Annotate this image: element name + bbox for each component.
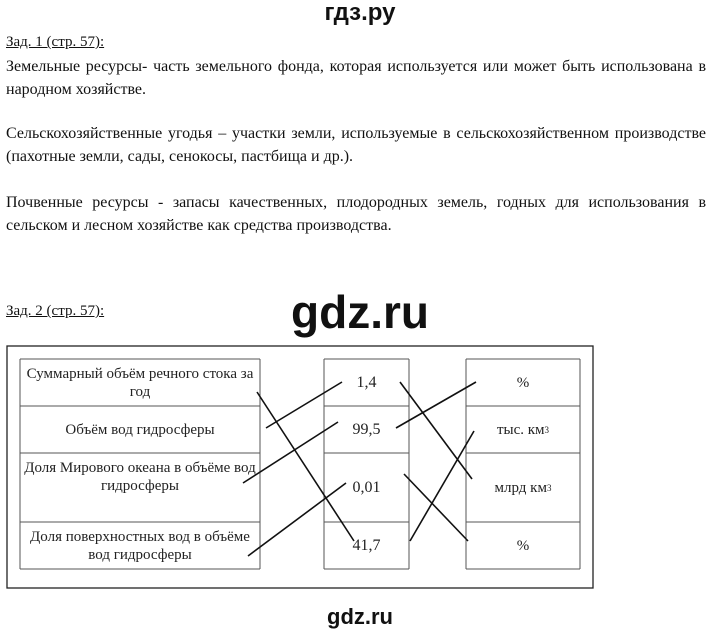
unit-3-sup: 3: [546, 482, 552, 493]
match-line-right-4: [404, 474, 468, 541]
number-3: 0,01: [352, 478, 381, 496]
task1-paragraph-1: Земельные ресурсы- часть земельного фонда, которая используется или может быть использована в народном хозяйстве.: [6, 58, 706, 98]
task1-paragraph-3: Почвенные ресурсы - запасы качественных, плодородных земель, годных для использования в сельском и лесном хозяйстве как средства производства.: [6, 194, 706, 234]
watermark-large: gdz.ru: [291, 286, 429, 338]
site-header[interactable]: гдз.ру: [324, 0, 396, 26]
unit-1: [466, 359, 580, 406]
unit-2: [466, 406, 580, 453]
watermark-small: gdz.ru: [327, 604, 393, 629]
number-2: 99,5: [352, 420, 381, 438]
task1-paragraph-2: Сельскохозяйственные угодья – участки земли, используемые в сельскохозяйственном производстве (пахотные земли, сады, сенокосы, пастбища и др.).: [6, 125, 706, 165]
left-item-1: Суммарный объём речного стока за год: [26, 365, 254, 400]
left-item-3: Доля Мирового океана в объёме вод гидросферы: [24, 459, 256, 494]
left-item-2: Объём вод гидросферы: [65, 421, 215, 438]
match-line-right-2: [400, 382, 472, 479]
unit-3-text: млрд км: [494, 479, 547, 496]
number-1: 1,4: [356, 373, 377, 391]
unit-1-text: %: [516, 374, 530, 391]
matching-figure: [6, 345, 594, 589]
match-line-right-1: [410, 431, 474, 541]
task2-label: Зад. 2 (стр. 57):: [6, 303, 105, 319]
unit-4: [466, 522, 580, 569]
task1-label: Зад. 1 (стр. 57):: [6, 34, 105, 50]
unit-4-text: %: [516, 537, 530, 554]
unit-3: [466, 453, 580, 522]
left-item-4: Доля поверхностных вод в объёме вод гидросферы: [30, 528, 250, 563]
unit-2-text: тыс. км: [496, 421, 545, 438]
unit-2-sup: 3: [544, 424, 550, 435]
number-4: 41,7: [352, 536, 381, 554]
